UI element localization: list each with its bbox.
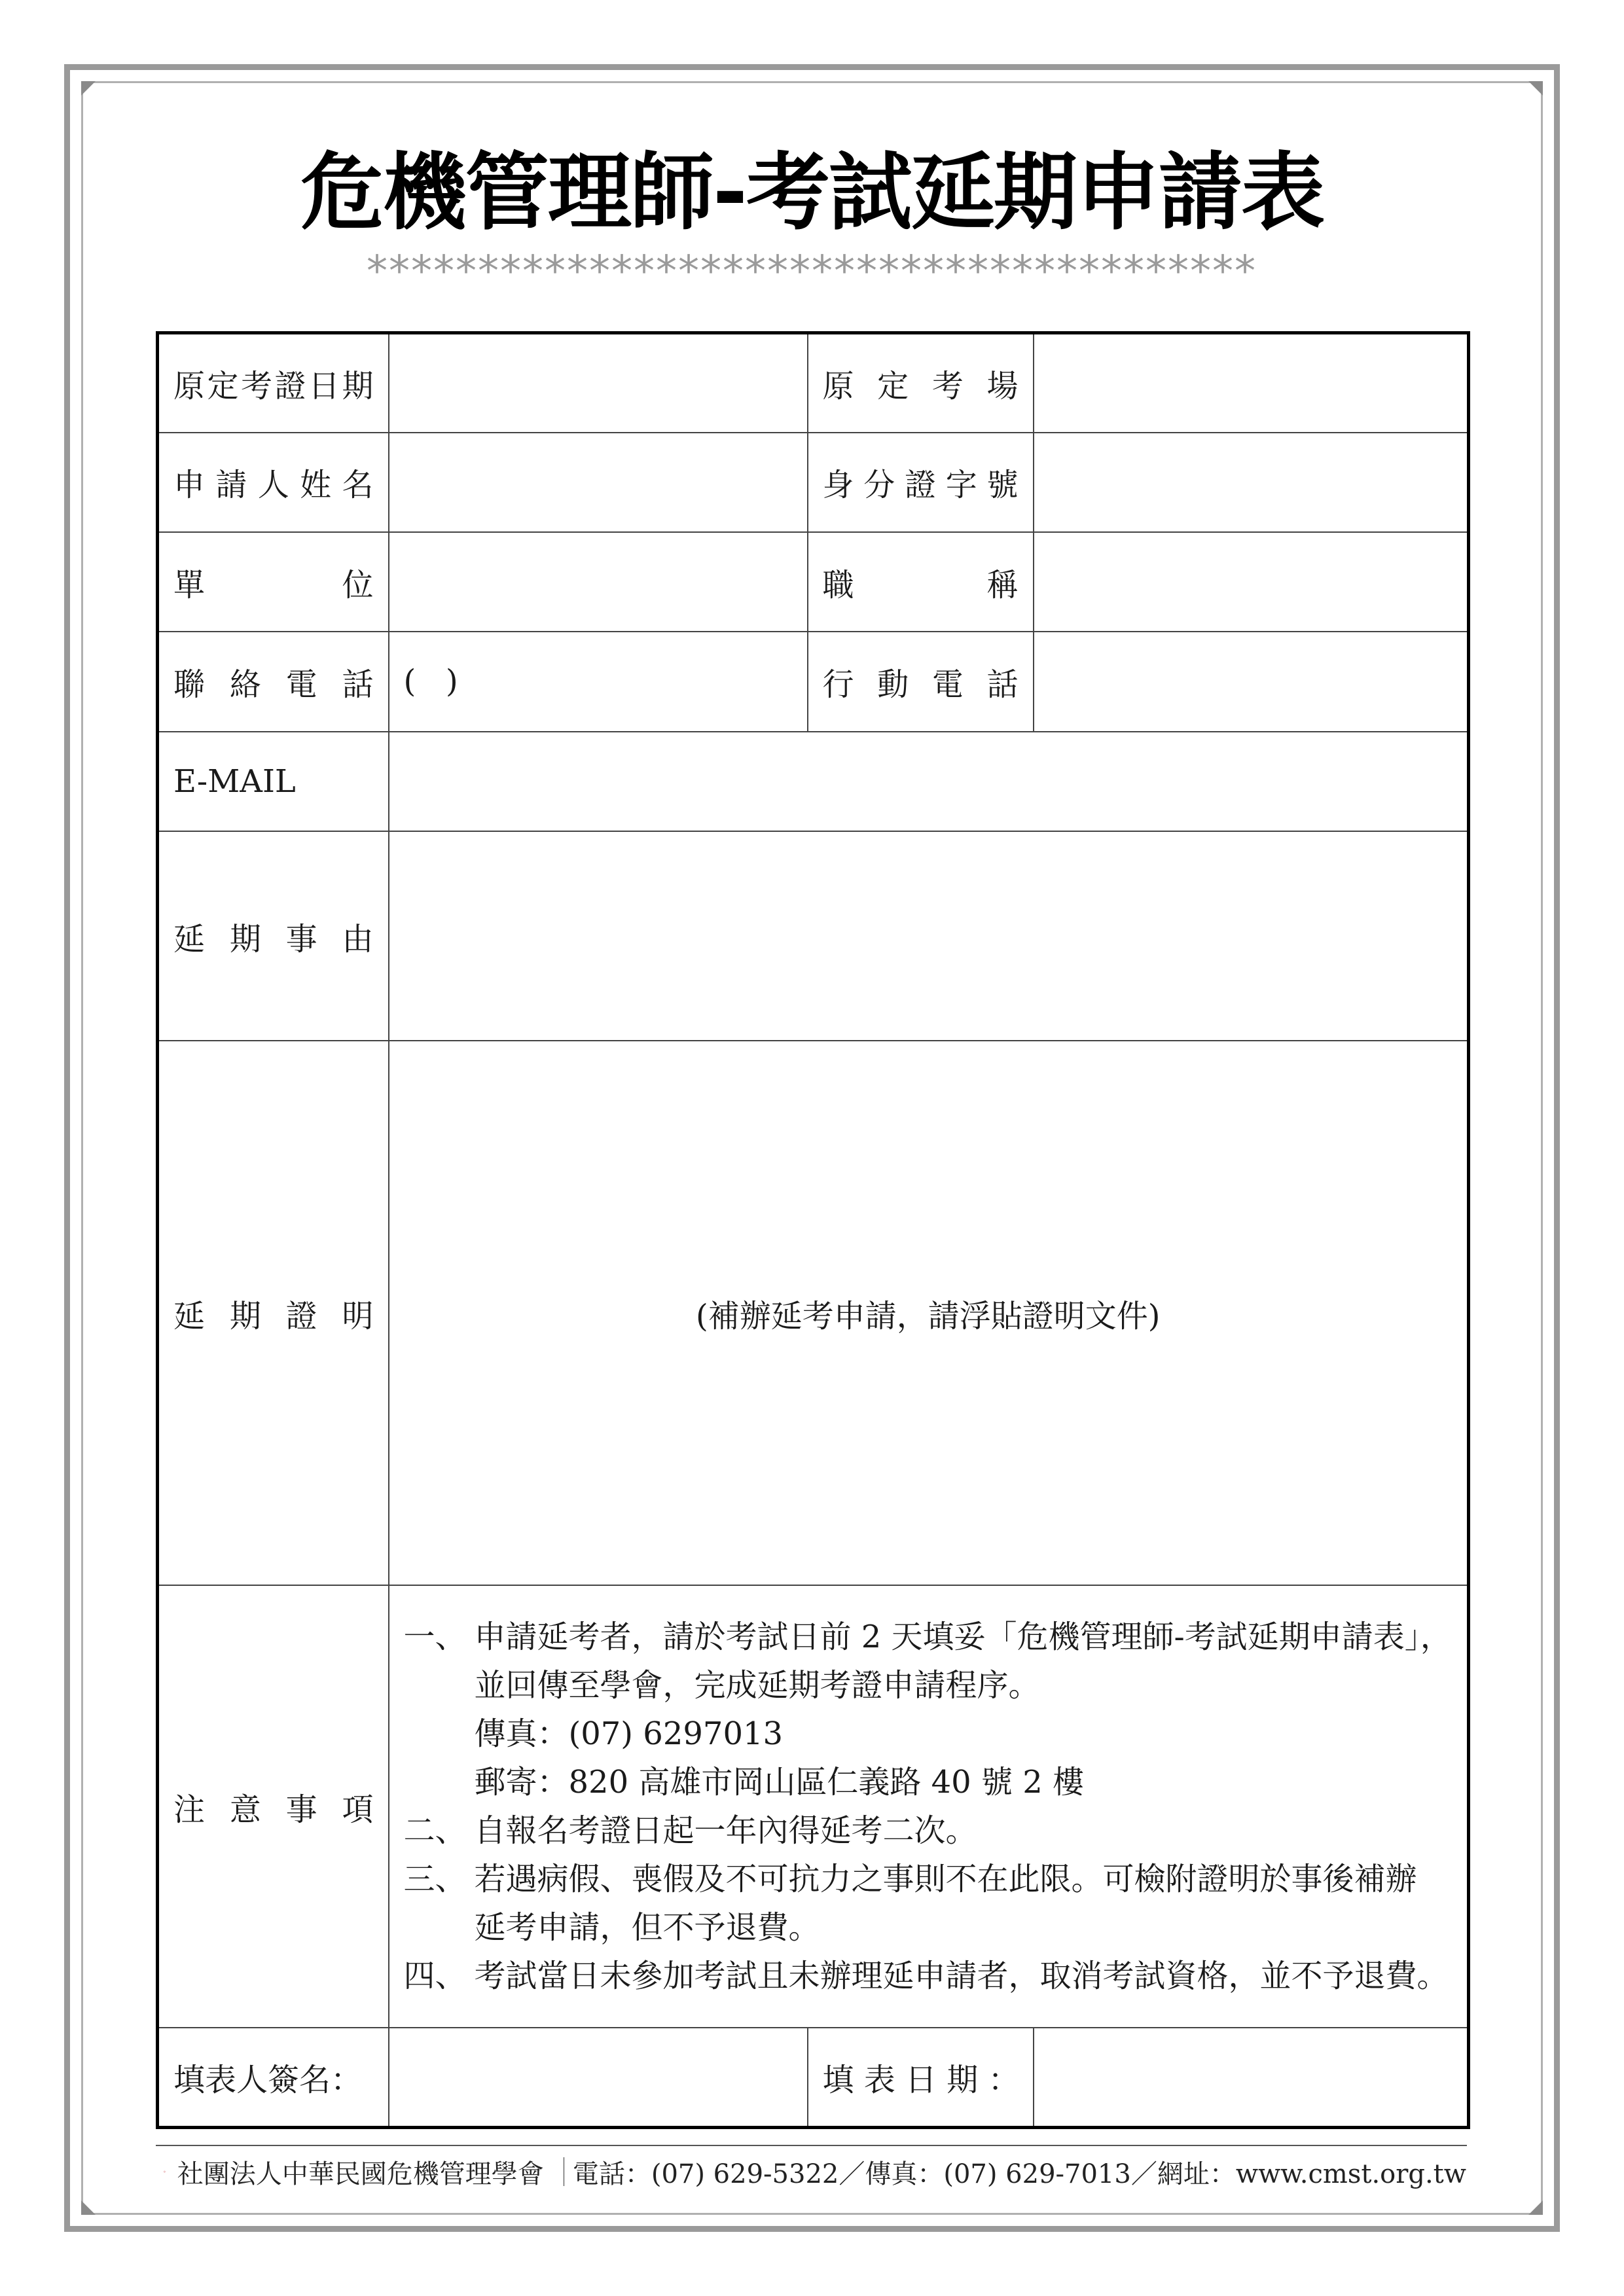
notes-label: 注 意 事 項 xyxy=(158,1585,389,2028)
star-divider: **************************************** xyxy=(367,247,1257,296)
page-title: 危機管理師-考試延期申請表 xyxy=(300,144,1324,242)
original-date-field[interactable] xyxy=(389,333,808,433)
mobile-field[interactable] xyxy=(1034,632,1469,731)
signature-field[interactable] xyxy=(389,2028,808,2127)
email-field[interactable] xyxy=(389,732,1469,831)
date-label: 填 表 日 期 ： xyxy=(808,2028,1034,2127)
note-continuation: 並回傳至學會，完成延期考證申請程序。 xyxy=(474,1667,1040,1704)
corner-ornament xyxy=(81,81,96,96)
original-venue-field[interactable] xyxy=(1034,333,1469,433)
proof-label: 延 期 證 明 xyxy=(158,1041,389,1585)
original-venue-label: 原 定 考 場 xyxy=(808,333,1034,433)
applicant-name-field[interactable] xyxy=(389,433,808,532)
note-number: 二、 xyxy=(403,1812,467,1850)
job-title-field[interactable] xyxy=(1034,532,1469,632)
applicant-name-label: 申請人姓名 xyxy=(158,433,389,532)
area-code-brackets: ( ) xyxy=(403,663,458,700)
id-number-label: 身分證字號 xyxy=(808,433,1034,532)
corner-ornament xyxy=(81,2200,96,2215)
note-number: 一、 xyxy=(403,1619,467,1656)
unit-label: 單 位 xyxy=(158,532,389,632)
phone-field[interactable] xyxy=(389,632,808,731)
note-item xyxy=(404,1855,1453,1903)
email-label: E-MAIL xyxy=(158,732,389,831)
proof-area[interactable] xyxy=(389,1041,1469,1585)
application-form xyxy=(156,331,1470,2129)
job-title-label: 職 稱 xyxy=(808,532,1034,632)
notes-content xyxy=(389,1585,1469,2028)
id-number-field[interactable] xyxy=(1034,433,1469,532)
note-text: 申請延考者，請於考試日前 2 天填妥「危機管理師-考試延期申請表」， xyxy=(474,1619,1452,1656)
contact-info: 電話：(07) 629-5322／傳真：(07) 629-7013／網址：www.cmst.org.tw xyxy=(572,2159,1466,2189)
phone-label: 聯 絡 電 話 xyxy=(158,632,389,731)
corner-ornament xyxy=(1528,81,1543,96)
note-number: 三、 xyxy=(403,1861,467,1898)
date-field[interactable] xyxy=(1034,2028,1469,2127)
original-date-label: 原定考證日期 xyxy=(158,333,389,433)
note-text: 若遇病假、喪假及不可抗力之事則不在此限。可檢附證明於事後補辦 xyxy=(474,1861,1417,1898)
signature-label: 填表人簽名： xyxy=(158,2028,389,2127)
svg-text:M: M xyxy=(164,2172,166,2173)
corner-ornament xyxy=(1528,2200,1543,2215)
proof-hint: (補辦延考申請，請浮貼證明文件) xyxy=(696,1297,1161,1335)
note-continuation: 延考申請，但不予退費。 xyxy=(474,1909,820,1946)
note-number: 四、 xyxy=(403,1958,467,1995)
reason-field[interactable] xyxy=(389,831,1469,1041)
unit-field[interactable] xyxy=(389,532,808,632)
association-logo-icon xyxy=(164,2151,166,2192)
mail-info: 郵寄：820 高雄市岡山區仁義路 40 號 2 樓 xyxy=(474,1764,1085,1801)
reason-label: 延 期 事 由 xyxy=(158,831,389,1041)
organization-name: 社團法人中華民國危機管理學會 xyxy=(177,2159,544,2189)
note-item xyxy=(404,1806,1453,1855)
footer xyxy=(164,2149,1466,2195)
mobile-label: 行 動 電 話 xyxy=(808,632,1034,731)
note-item xyxy=(404,1952,1453,2000)
note-text: 自報名考證日起一年內得延考二次。 xyxy=(474,1812,977,1850)
note-item xyxy=(404,1613,1453,1661)
footer-divider xyxy=(156,2145,1467,2146)
fax-info: 傳真：(07) 6297013 xyxy=(474,1715,784,1753)
note-text: 考試當日未參加考試且未辦理延申請者，取消考試資格，並不予退費。 xyxy=(474,1958,1449,1995)
